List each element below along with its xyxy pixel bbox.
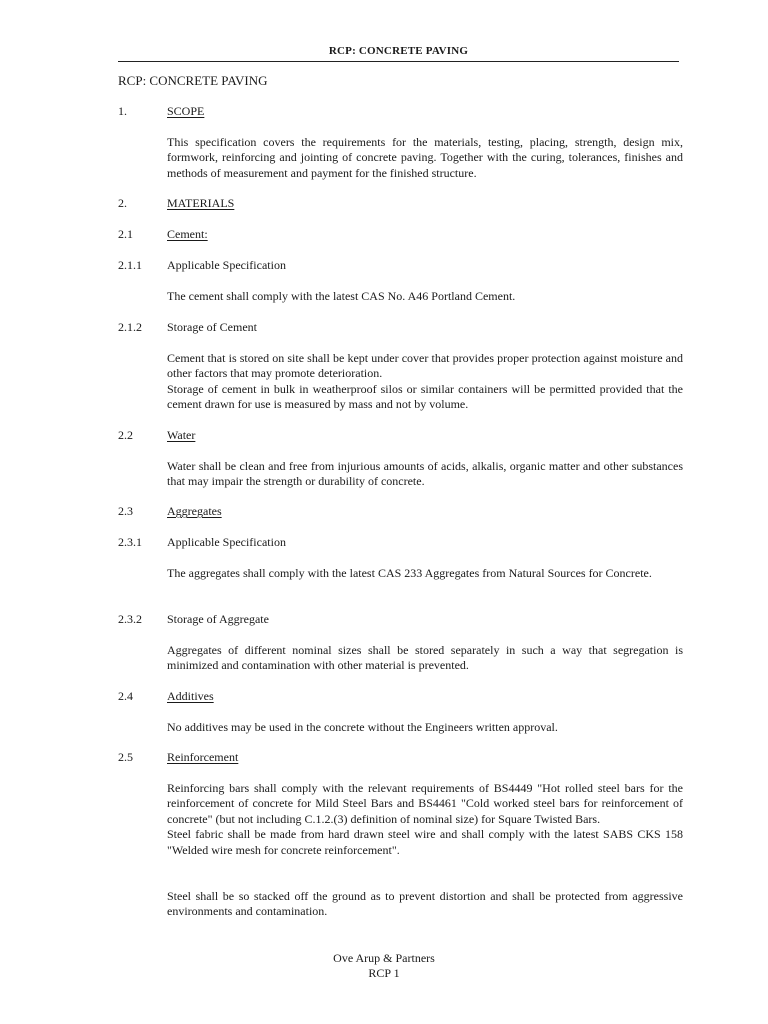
section-number: 1. — [118, 104, 127, 118]
section-2-1-1-paragraph: The cement shall comply with the latest CAS No. A46 Portland Cement. — [167, 289, 516, 303]
footer-page-number: RCP 1 — [368, 966, 400, 980]
section-number: 2.1.2 — [118, 320, 142, 334]
section-number: 2.1 — [118, 227, 133, 241]
section-title: Reinforcement — [167, 750, 239, 764]
running-header: RCP: CONCRETE PAVING — [328, 45, 469, 57]
section-1-paragraph: This specification covers the requirements for the materials, testing, placing, strength, design mix, formwork, reinforcing and jointing of concrete paving. Together with the curing, tolerances, finishes and methods of measurement and payment for the finished structure. — [167, 135, 683, 180]
section-number: 2.4 — [118, 689, 133, 703]
paragraph-line: Storage of cement in bulk in weatherproof silos or similar containers will be permitted provided that the cement drawn for use is measured by mass and not by volume. — [167, 381, 683, 412]
section-title: Cement: — [167, 227, 208, 241]
section-2-3-1-paragraph: The aggregates shall comply with the latest CAS 233 Aggregates from Natural Sources for Concrete. — [167, 566, 652, 580]
footer-company: Ove Arup & Partners — [333, 951, 435, 965]
section-title: SCOPE — [167, 104, 205, 118]
page-footer — [0, 951, 768, 981]
section-number: 2. — [118, 196, 127, 210]
section-title: Applicable Specification — [167, 258, 286, 272]
section-title: Water — [167, 428, 196, 442]
section-title: MATERIALS — [167, 196, 235, 210]
header-rule — [118, 61, 679, 62]
document-title: RCP: CONCRETE PAVING — [118, 73, 268, 88]
section-number: 2.3.2 — [118, 612, 142, 626]
section-number: 2.3.1 — [118, 535, 142, 549]
section-title: Aggregates — [167, 504, 222, 518]
section-2-5-paragraph — [167, 781, 683, 858]
paragraph-line: Reinforcing bars shall comply with the relevant requirements of BS4449 "Hot rolled steel bars for the reinforcement of concrete for Mild Steel Bars and BS4461 "Cold worked steel bars for reinforcement of concrete" (but not including C.1.2.(3) definition of nominal size) for Square Twisted Bars. — [167, 781, 683, 826]
section-number: 2.1.1 — [118, 258, 142, 272]
section-2-2-paragraph: Water shall be clean and free from injurious amounts of acids, alkalis, organic matter and other substances that may impair the strength or durability of concrete. — [167, 459, 683, 489]
section-title: Storage of Aggregate — [167, 612, 269, 626]
section-title: Storage of Cement — [167, 320, 257, 334]
section-title: Additives — [167, 689, 214, 703]
section-2-5-paragraph-storage: Steel shall be so stacked off the ground as to prevent distortion and shall be protected from aggressive environments and contamination. — [167, 889, 683, 919]
section-2-4-paragraph: No additives may be used in the concrete without the Engineers written approval. — [167, 720, 558, 734]
section-title: Applicable Specification — [167, 535, 286, 549]
section-2-3-2-paragraph: Aggregates of different nominal sizes shall be stored separately in such a way that segregation is minimized and contamination with other material is prevented. — [167, 643, 683, 673]
section-number: 2.2 — [118, 428, 133, 442]
section-2-1-2-paragraph — [167, 351, 683, 413]
section-number: 2.3 — [118, 504, 133, 518]
section-number: 2.5 — [118, 750, 133, 764]
paragraph-line: Cement that is stored on site shall be kept under cover that provides proper protection against moisture and other factors that may promote deterioration. — [167, 351, 683, 381]
paragraph-line: Steel fabric shall be made from hard drawn steel wire and shall comply with the latest SABS CKS 158 "Welded wire mesh for concrete reinforcement". — [167, 827, 683, 857]
